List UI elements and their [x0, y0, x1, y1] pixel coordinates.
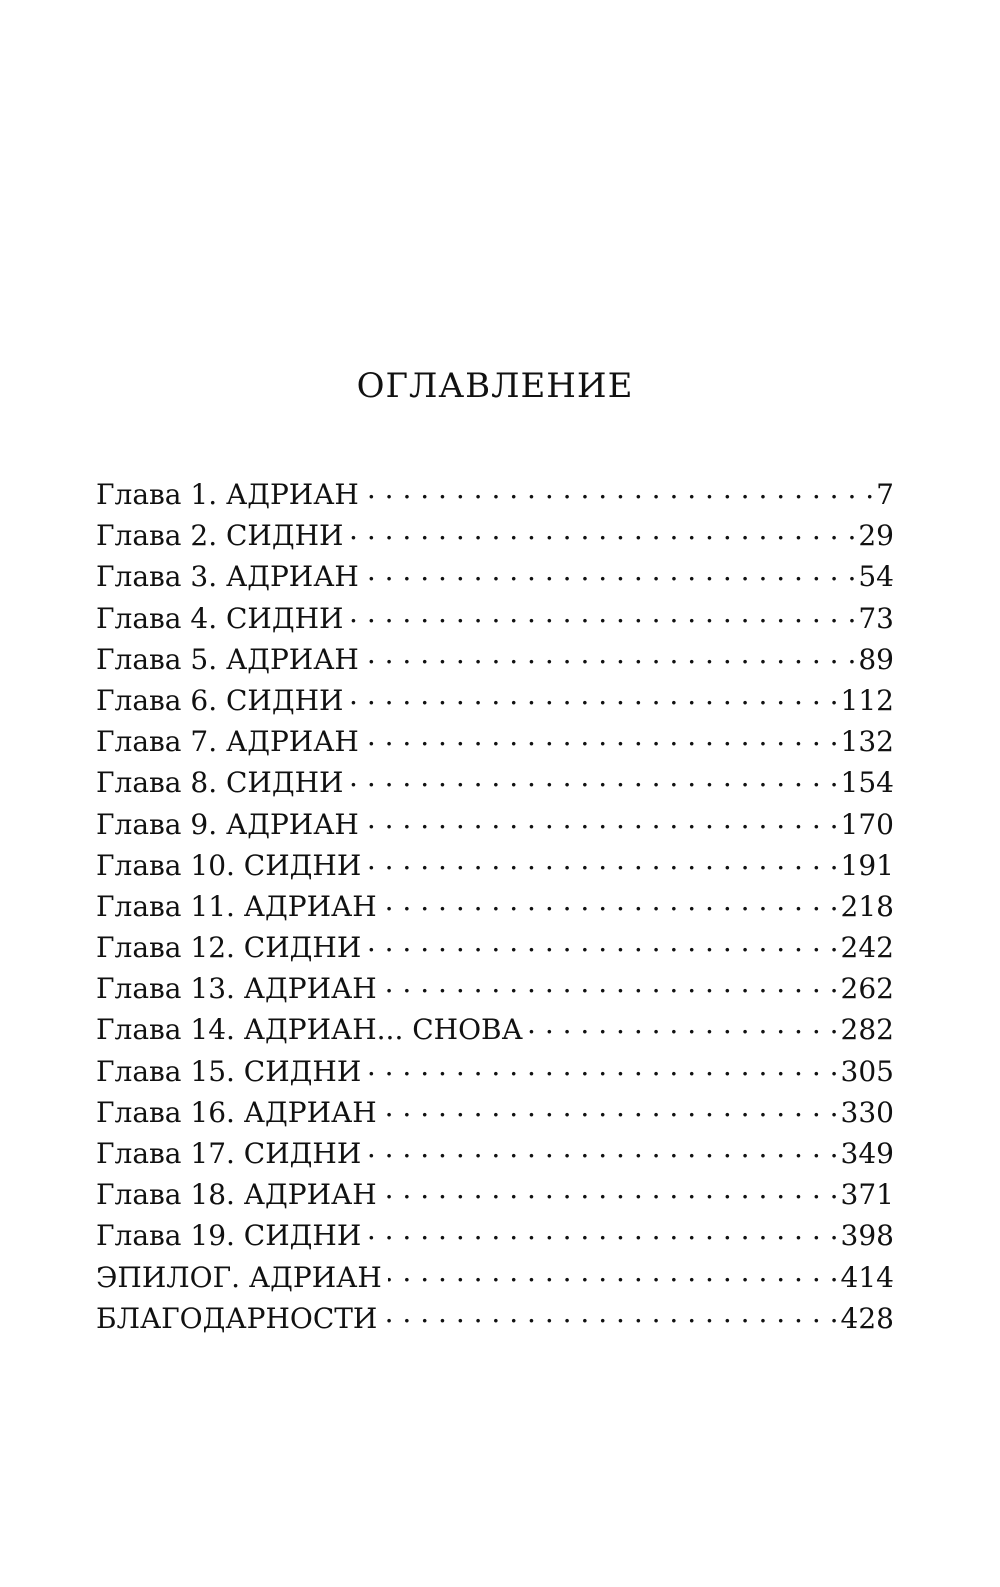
toc-leader-dots — [349, 517, 856, 545]
toc-entry — [96, 1215, 894, 1256]
toc-entry-label: Глава 3. АДРИАН — [96, 560, 359, 594]
toc-entry — [96, 556, 894, 597]
toc-leader-dots — [349, 682, 838, 710]
toc-entry — [96, 886, 894, 927]
toc-entry — [96, 721, 894, 762]
toc-entry-label: БЛАГОДАРНОСТИ — [96, 1301, 378, 1335]
toc-entry-label: Глава 7. АДРИАН — [96, 725, 359, 759]
toc-entry-page: 73 — [858, 601, 894, 635]
toc-entry-label: Глава 10. СИДНИ — [96, 848, 362, 882]
table-of-contents — [96, 474, 894, 1339]
toc-leader-dots — [529, 1011, 839, 1039]
toc-entry-label: Глава 1. АДРИАН — [96, 478, 359, 511]
toc-leader-dots — [383, 1094, 839, 1122]
toc-entry-page: 29 — [858, 519, 894, 553]
toc-entry — [96, 1051, 894, 1092]
toc-entry — [96, 762, 894, 803]
toc-entry-label: Глава 12. СИДНИ — [96, 931, 362, 965]
toc-entry — [96, 927, 894, 968]
toc-leader-dots — [383, 970, 839, 998]
toc-entry — [96, 680, 894, 721]
toc-entry-page: 349 — [840, 1137, 894, 1170]
toc-entry-label: Глава 8. СИДНИ — [96, 766, 344, 800]
toc-entry-page: 191 — [840, 848, 894, 882]
toc-leader-dots — [367, 929, 838, 957]
toc-leader-dots — [383, 888, 839, 916]
toc-entry-page: 154 — [840, 766, 894, 800]
toc-entry-page: 330 — [840, 1095, 894, 1129]
toc-entry-page: 371 — [840, 1178, 894, 1212]
toc-entry-label: Глава 9. АДРИАН — [96, 807, 359, 841]
toc-leader-dots — [365, 723, 839, 751]
toc-entry — [96, 598, 894, 639]
toc-entry-label: Глава 19. СИДНИ — [96, 1219, 362, 1253]
toc-entry-page: 414 — [840, 1260, 894, 1294]
toc-entry — [96, 804, 894, 845]
toc-entry-page: 282 — [840, 1013, 894, 1047]
toc-leader-dots — [349, 600, 856, 628]
toc-entry-page: 170 — [840, 807, 894, 841]
toc-entry — [96, 515, 894, 556]
toc-entry-page: 262 — [840, 972, 894, 1006]
toc-leader-dots — [365, 641, 857, 669]
toc-entry-page: 132 — [840, 725, 894, 759]
toc-entry-label: Глава 4. СИДНИ — [96, 601, 344, 635]
toc-entry-label: Глава 18. АДРИАН — [96, 1178, 377, 1212]
toc-entry — [96, 968, 894, 1009]
toc-leader-dots — [365, 806, 839, 834]
toc-leader-dots — [367, 1135, 838, 1163]
toc-leader-dots — [365, 558, 857, 586]
toc-leader-dots — [349, 764, 838, 792]
toc-entry-page: 112 — [840, 683, 894, 717]
toc-leader-dots — [383, 1176, 839, 1204]
toc-entry-page: 54 — [858, 560, 894, 594]
toc-entry-label: Глава 17. СИДНИ — [96, 1137, 362, 1170]
toc-entry — [96, 1133, 894, 1174]
toc-entry — [96, 1092, 894, 1133]
toc-entry-label: Глава 13. АДРИАН — [96, 972, 377, 1006]
toc-entry-label: ЭПИЛОГ. АДРИАН — [96, 1260, 382, 1294]
toc-leader-dots — [388, 1259, 839, 1287]
toc-leader-dots — [367, 1217, 838, 1245]
toc-entry — [96, 639, 894, 680]
toc-entry — [96, 1174, 894, 1215]
toc-entry — [96, 1257, 894, 1298]
toc-entry-label: Глава 6. СИДНИ — [96, 683, 344, 717]
toc-leader-dots — [367, 1053, 838, 1081]
toc-entry — [96, 474, 894, 515]
toc-entry-page: 218 — [840, 889, 894, 923]
toc-leader-dots — [367, 847, 838, 875]
toc-entry-page: 398 — [840, 1219, 894, 1253]
toc-entry-page: 89 — [858, 642, 894, 676]
page-title: ОГЛАВЛЕНИЕ — [356, 366, 634, 406]
toc-entry-label: Глава 14. АДРИАН... СНОВА — [96, 1013, 523, 1047]
toc-entry-label: Глава 11. АДРИАН — [96, 889, 377, 923]
toc-entry — [96, 845, 894, 886]
toc-entry — [96, 1298, 894, 1339]
toc-entry-page: 7 — [876, 478, 894, 511]
toc-entry-page: 305 — [840, 1054, 894, 1088]
toc-entry-label: Глава 5. АДРИАН — [96, 642, 359, 676]
toc-entry-label: Глава 2. СИДНИ — [96, 519, 344, 553]
toc-entry-page: 242 — [840, 931, 894, 965]
toc-entry-label: Глава 16. АДРИАН — [96, 1095, 377, 1129]
toc-entry — [96, 1009, 894, 1050]
toc-leader-dots — [365, 476, 874, 504]
toc-leader-dots — [383, 1300, 838, 1328]
toc-entry-page: 428 — [840, 1301, 894, 1335]
toc-entry-label: Глава 15. СИДНИ — [96, 1054, 362, 1088]
